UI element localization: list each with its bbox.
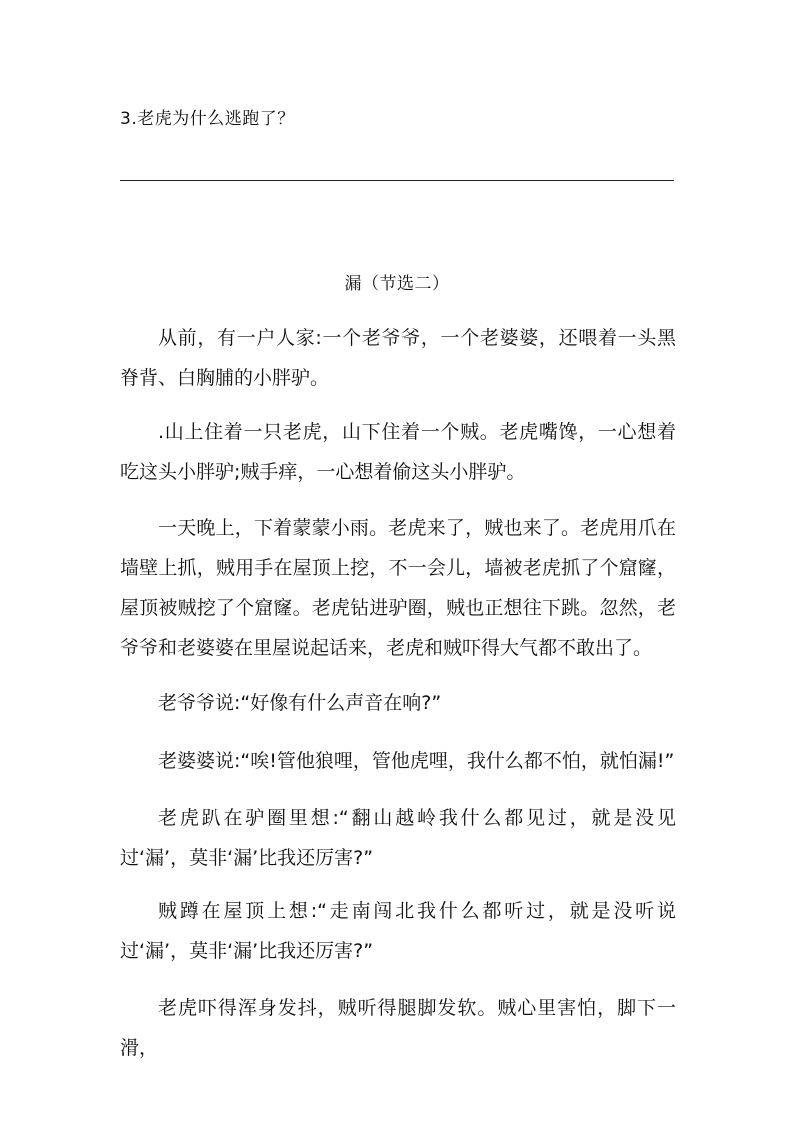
paragraph-8: 老虎吓得浑身发抖，贼听得腿脚发软。贼心里害怕，脚下一滑， (120, 997, 676, 1059)
paragraph-6: 老虎趴在驴圈里想:“翻山越岭我什么都见过，就是没见过‘漏’，莫非‘漏’比我还厉害?” (120, 807, 676, 869)
paragraph-3: 一天晚上，下着蒙蒙小雨。老虎来了，贼也来了。老虎用爪在墙壁上抓，贼用手在屋顶上挖，不一会儿，墙被老虎抓了个窟窿，屋顶被贼挖了个窟窿。老虎钻进驴圈，贼也正想往下跳。忽然，老爷爷和老婆婆在里屋说起话来，老虎和贼吓得大气都不敢出了。 (120, 517, 676, 659)
answer-line[interactable] (120, 180, 674, 181)
paragraph-5: 老婆婆说:“唉!管他狼哩，管他虎哩，我什么都不怕，就怕漏!” (158, 750, 675, 772)
paragraph-7: 贼蹲在屋顶上想:“走南闯北我什么都听过，就是没听说过‘漏’，莫非‘漏’比我还厉害?” (120, 900, 676, 962)
paragraph-2: .山上住着一只老虎，山下住着一个贼。老虎嘴馋，一心想着吃这头小胖驴;贼手痒，一心想着偷这头小胖驴。 (120, 421, 676, 483)
question-3: 3.老虎为什么逃跑了？ (120, 109, 295, 129)
story-title: 漏（节选二） (344, 274, 450, 294)
paragraph-1: 从前，有一户人家:一个老爷爷，一个老婆婆，还喂着一头黑脊背、白胸脯的小胖驴。 (120, 327, 676, 389)
paragraph-4: 老爷爷说:“好像有什么声音在响?” (158, 692, 442, 714)
